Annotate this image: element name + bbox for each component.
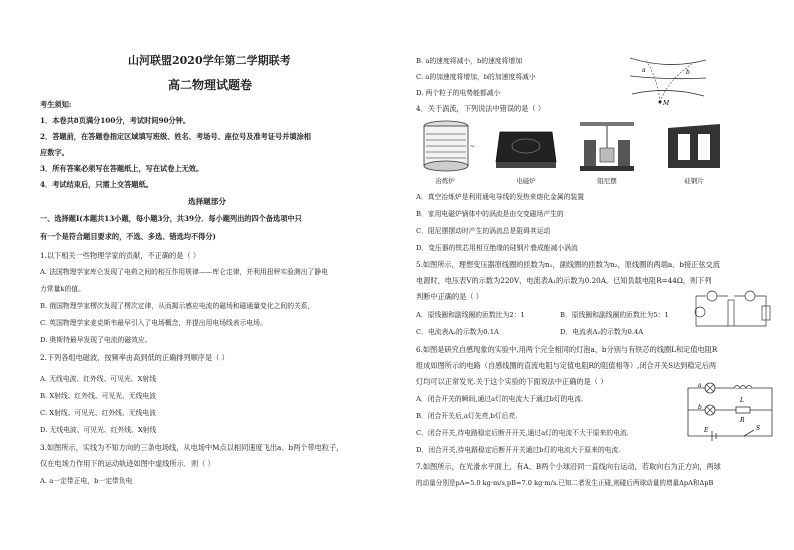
- exam-subtitle: 高二物理试题卷: [168, 78, 253, 92]
- q5-transformer-figure: [692, 288, 772, 332]
- q6-option-a: A．闭合开关的瞬间,通过a灯的电流大于通过b灯的电流.: [416, 395, 584, 403]
- q4-option-b: B．家用电磁炉锅体中的涡流是由交变磁场产生的: [416, 210, 564, 218]
- q6-label-l: L: [740, 397, 744, 404]
- notice-item-4: 4．考试结束后，只需上交答题纸。: [40, 180, 153, 189]
- q5-option-d: D．电流表A₂的示数为0.4A: [560, 328, 644, 336]
- caption-induction-cooker: 电磁炉: [516, 177, 536, 185]
- q4-option-c: C．阻尼摆摆动时产生的涡流总是阻碍其运动: [416, 227, 551, 235]
- q3-label-a: a: [642, 67, 646, 74]
- q1-option-d: D. 奥斯特最早发现了电流的磁效应。: [40, 336, 152, 344]
- q5-stem-1: 5.如图所示，理想变压器原线圈的匝数为n₁，副线圈的匝数为n₂，原线圈的两端a、b接正弦交流: [416, 260, 720, 269]
- q5-option-a: A．原线圈和副线圈的匝数比为2：1: [416, 311, 525, 319]
- notice-item-3: 3．所有答案必须写在答题纸上，写在试卷上无效。: [40, 164, 204, 173]
- q3-label-b: b: [686, 69, 690, 76]
- q3-option-c: C. a的加速度将增加，b的加速度将减小: [416, 73, 536, 81]
- q5-stem-3: 判断中正确的是（ ）: [416, 292, 483, 301]
- q6-label-r: R: [740, 417, 745, 424]
- q6-circuit-figure: [682, 380, 778, 442]
- q5-option-c: C．电流表A₂的示数为0.1A: [416, 328, 499, 336]
- q2-option-a: A. 无线电波、红外线、可见光、X射线: [40, 375, 157, 383]
- smelting-furnace-icon: [418, 118, 480, 174]
- q7-stem-2: 的动量分别是pA=5.0 kg·m/s,pB=7.0 kg·m/s.已知二者发生正碰,则碰后两球动量的增量ΔpA和ΔpB: [416, 479, 714, 487]
- caption-damping-pendulum: 阻尼摆: [597, 177, 617, 185]
- q7-stem-1: 7.如图所示，在光滑水平面上，有A、B两个小球沿同一直线向右运动，若取向右为正方向，两球: [416, 462, 721, 471]
- q5-option-b: B．原线圈和副线圈的匝数比为5：1: [560, 311, 669, 319]
- q6-label-e: E: [704, 427, 709, 434]
- q6-label-s: S: [756, 425, 761, 432]
- caption-silicon-steel: 硅钢片: [684, 177, 704, 185]
- notice-item-2-cont: 应数字。: [40, 148, 69, 157]
- damping-pendulum-icon: [576, 118, 638, 174]
- part1-instruction-1: 一、选择题Ⅰ(本题共13小题，每小题3分，共39分．每小题列出的四个备选项中只: [40, 214, 302, 223]
- q2-option-c: C. X射线、可见光、红外线、无线电波: [40, 409, 157, 417]
- q6-stem-1: 6.如图是研究自感现象的实验中,用两个完全相同的灯泡a、b分别与有铁芯的线圈L和定值电阻R: [416, 345, 718, 354]
- q6-option-c: C．闭合开关,待电路稳定后断开开关,通过a灯的电流不大于原来的电流.: [416, 429, 629, 437]
- q1-option-b: B. 俄国物理学家楞次发现了楞次定律，从而揭示感应电流的磁场和磁通量变化之间的关系，: [40, 302, 315, 310]
- caption-smelting-furnace: 冶炼炉: [435, 177, 455, 185]
- q5-stem-2: 电源时，电压表V的示数为220V，电流表A₁的示数为0.20A。已知负载电阻R=44Ω，则下列: [416, 276, 712, 285]
- induction-cooker-icon: [494, 122, 558, 172]
- notice-item-1: 1．本卷共8页满分100分，考试时间90分钟。: [40, 116, 191, 125]
- section-title: 选择题部分: [188, 197, 226, 206]
- part1-instruction-2: 有一个是符合题目要求的，不选、多选、错选均不得分): [40, 232, 216, 241]
- q2-option-b: B. X射线、红外线、可见光、无线电波: [40, 392, 157, 400]
- q3-option-b: B. a的速度将减小，b的速度将增加: [416, 57, 523, 65]
- q6-option-d: D．闭合开关,待电路稳定后断开开关通过b灯的电流大于原来的电流.: [416, 446, 621, 454]
- notice-heading: 考生须知:: [40, 100, 72, 109]
- q3-stem-1: 3.如图所示，实线为不知方向的三条电场线，从电场中M点以相同速度飞出a、b两个带电粒子，: [40, 443, 344, 452]
- q2-option-d: D. 无线电波、可见光、红外线、X射线: [40, 426, 157, 434]
- q6-label-a: a: [698, 382, 702, 389]
- q3-stem-2: 仅在电场力作用下的运动轨迹如图中虚线所示．则（ ）: [40, 459, 215, 468]
- silicon-steel-icon: [664, 120, 724, 172]
- exam-title: 山河联盟2020学年第二学期联考: [128, 54, 291, 67]
- notice-item-2: 2．答题前，在答题卷指定区域填写班级、姓名、考场号、座位号及准考证号并填涂相: [40, 132, 311, 141]
- q3-option-a: A. a一定带正电，b一定带负电: [40, 477, 133, 485]
- q6-stem-2: 组成如图所示的电路（自感线圈的直流电阻与定值电阻R的阻值相等）,闭合开关S达到稳定后两: [416, 361, 717, 370]
- q1-option-a-cont: 力常量k的值。: [40, 285, 85, 293]
- q1-option-c: C. 英国物理学家麦克斯韦最早引入了电场概念，并提出用电场线表示电场。: [40, 319, 267, 327]
- q3-field-figure: [628, 50, 708, 106]
- q4-stem: 4．关于涡流，下列说法中错误的是（ ）: [416, 104, 546, 113]
- q4-option-d: D．变压器的铁芯用相互绝缘的硅钢片叠成能减小涡流: [416, 244, 578, 252]
- q6-label-b: b: [698, 404, 702, 411]
- q2-stem: 2.下列各组电磁波，按频率由高到低的正确排列顺序是（ ）: [40, 353, 229, 362]
- q6-stem-3: 灯均可以正常发光.关于这个实验的下面说法中正确的是（ ）: [416, 377, 608, 386]
- q6-option-b: B．闭合开关后,a灯先亮,b灯后亮.: [416, 412, 518, 420]
- svg-text:~: ~: [470, 143, 476, 150]
- q4-option-a: A．真空冶炼炉是利用通电导线的发热来熔化金属的装置: [416, 193, 585, 201]
- q1-stem: 1.以下相关一些物理学家的贡献，不正确的是（ ）: [40, 251, 201, 260]
- q3-option-d: D. 两个粒子的电势能都减小: [416, 89, 501, 97]
- q1-option-a: A. 法国物理学家库仑发现了电荷之间的相互作用规律——库仑定律，并利用扭秤实验测出了静电: [40, 268, 328, 276]
- q3-label-m: M: [663, 100, 670, 106]
